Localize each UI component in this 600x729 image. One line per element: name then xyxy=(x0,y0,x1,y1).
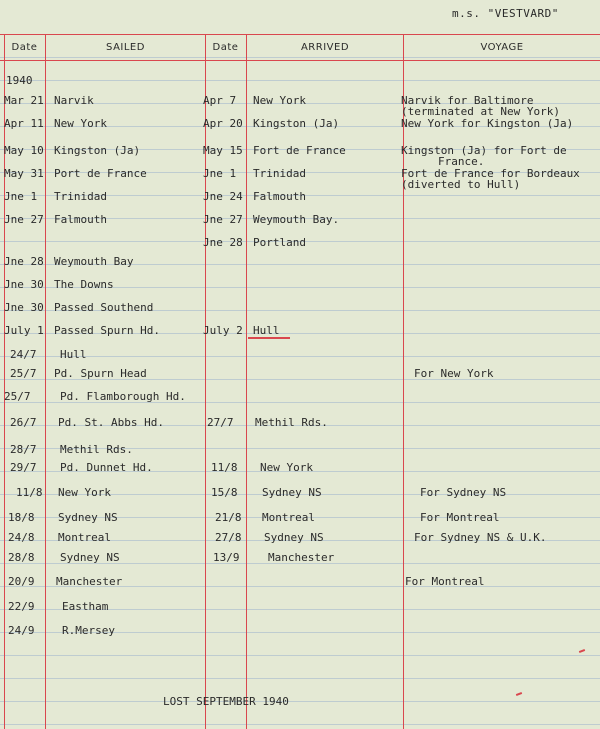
voyage-line-1: For New York xyxy=(414,367,494,380)
arrived-place: New York xyxy=(253,94,306,107)
header-sailed: SAILED xyxy=(106,42,145,53)
sailed-place: Pd. Spurn Head xyxy=(54,367,147,380)
arrived-date: Jne 24 xyxy=(203,190,243,203)
sailed-date: 29/7 xyxy=(10,461,37,474)
sailed-place: Hull xyxy=(60,348,87,361)
sailed-date: 25/7 xyxy=(4,390,31,403)
arrived-place: Hull xyxy=(253,324,280,337)
ship-title: m.s. "VESTVARD" xyxy=(452,7,559,20)
red-mark xyxy=(516,692,522,696)
sailed-place: Kingston (Ja) xyxy=(54,144,141,157)
sailed-place: Methil Rds. xyxy=(60,443,133,456)
arrived-place: Kingston (Ja) xyxy=(253,117,340,130)
arrived-date: 27/7 xyxy=(207,416,234,429)
sailed-date: 24/9 xyxy=(8,624,35,637)
arrived-date: Apr 7 xyxy=(203,94,237,107)
arrived-place: Methil Rds. xyxy=(255,416,328,429)
sailed-place: Manchester xyxy=(56,575,123,588)
arrived-place: Montreal xyxy=(262,511,315,524)
sailed-place: Montreal xyxy=(58,531,111,544)
header-date-arrived: Date xyxy=(212,42,239,53)
sailed-date: July 1 xyxy=(4,324,44,337)
sailed-place: Port de France xyxy=(54,167,147,180)
sailed-date: Apr 11 xyxy=(4,117,44,130)
voyage-line-1: For Montreal xyxy=(405,575,485,588)
arrived-date: Jne 28 xyxy=(203,236,243,249)
arrived-place: Portland xyxy=(253,236,306,249)
header-arrived: ARRIVED xyxy=(300,42,350,53)
arrived-place: Trinidad xyxy=(253,167,306,180)
arrived-date: 27/8 xyxy=(215,531,242,544)
arrived-place: Manchester xyxy=(268,551,335,564)
sailed-place: Passed Southend xyxy=(54,301,154,314)
column-rule-voyage xyxy=(403,34,404,729)
sailed-place: Passed Spurn Hd. xyxy=(54,324,160,337)
sailed-place: Eastham xyxy=(62,600,109,613)
sailed-date: Jne 1 xyxy=(4,190,38,203)
sailed-date: 22/9 xyxy=(8,600,35,613)
sailed-date: 20/9 xyxy=(8,575,35,588)
sailed-place: Weymouth Bay xyxy=(54,255,134,268)
sailed-date: May 10 xyxy=(4,144,44,157)
sailed-date: 25/7 xyxy=(10,367,37,380)
arrived-place: Sydney NS xyxy=(264,531,324,544)
sailed-date: 24/8 xyxy=(8,531,35,544)
sailed-place: The Downs xyxy=(54,278,114,291)
arrived-date: Apr 20 xyxy=(203,117,243,130)
header-top-rule xyxy=(0,34,600,35)
year-label: 1940 xyxy=(6,74,33,87)
arrived-date: 21/8 xyxy=(215,511,242,524)
sailed-place: Sydney NS xyxy=(60,551,120,564)
sailed-place: New York xyxy=(58,486,111,499)
voyage-line-1: Kingston (Ja) for Fort de xyxy=(401,144,567,157)
voyage-line-1: For Montreal xyxy=(420,511,500,524)
lost-note: LOST SEPTEMBER 1940 xyxy=(163,695,289,708)
sailed-place: Pd. Dunnet Hd. xyxy=(60,461,153,474)
sailed-date: Mar 21 xyxy=(4,94,44,107)
voyage-line-1: Fort de France for Bordeaux xyxy=(401,167,580,180)
column-rule-left xyxy=(4,34,5,729)
voyage-line-1: New York for Kingston (Ja) xyxy=(401,117,574,130)
arrived-date: Jne 1 xyxy=(203,167,237,180)
header-bottom-rule xyxy=(0,60,600,61)
sailed-place: R.Mersey xyxy=(62,624,115,637)
column-rule-sailed-date xyxy=(45,34,46,729)
voyage-line-2: (terminated at New York) xyxy=(401,105,560,118)
column-rule-arrived-date xyxy=(205,34,206,729)
sailed-date: 18/8 xyxy=(8,511,35,524)
sailed-date: 24/7 xyxy=(10,348,37,361)
arrived-date: 13/9 xyxy=(213,551,240,564)
arrived-date: 11/8 xyxy=(211,461,238,474)
voyage-line-1: For Sydney NS xyxy=(420,486,507,499)
sailed-place: New York xyxy=(54,117,107,130)
voyage-line-1: For Sydney NS & U.K. xyxy=(414,531,547,544)
sailed-date: Jne 27 xyxy=(4,213,44,226)
sailed-date: 28/8 xyxy=(8,551,35,564)
red-mark xyxy=(579,649,585,653)
sailed-date: 28/7 xyxy=(10,443,37,456)
sailed-place: Narvik xyxy=(54,94,94,107)
header-voyage: VOYAGE xyxy=(480,42,524,53)
arrived-place: Falmouth xyxy=(253,190,306,203)
sailed-date: May 31 xyxy=(4,167,44,180)
sailed-date: 11/8 xyxy=(16,486,43,499)
arrived-date: May 15 xyxy=(203,144,243,157)
sailed-date: Jne 28 xyxy=(4,255,44,268)
header-date-sailed: Date xyxy=(11,42,38,53)
sailed-place: Pd. Flamborough Hd. xyxy=(60,390,186,403)
arrived-place: New York xyxy=(260,461,313,474)
column-rule-arrived xyxy=(246,34,247,729)
arrived-place: Weymouth Bay. xyxy=(253,213,340,226)
voyage-line-1: Narvik for Baltimore xyxy=(401,94,534,107)
sailed-place: Falmouth xyxy=(54,213,107,226)
sailed-place: Pd. St. Abbs Hd. xyxy=(58,416,164,429)
hull-underline xyxy=(248,337,290,339)
voyage-line-2: (diverted to Hull) xyxy=(401,178,521,191)
arrived-place: Fort de France xyxy=(253,144,346,157)
arrived-place: Sydney NS xyxy=(262,486,322,499)
arrived-date: 15/8 xyxy=(211,486,238,499)
sailed-place: Sydney NS xyxy=(58,511,118,524)
sailed-date: Jne 30 xyxy=(4,278,44,291)
voyage-line-2: France. xyxy=(438,155,485,168)
arrived-date: July 2 xyxy=(203,324,243,337)
arrived-date: Jne 27 xyxy=(203,213,243,226)
sailed-place: Trinidad xyxy=(54,190,107,203)
sailed-date: 26/7 xyxy=(10,416,37,429)
sailed-date: Jne 30 xyxy=(4,301,44,314)
